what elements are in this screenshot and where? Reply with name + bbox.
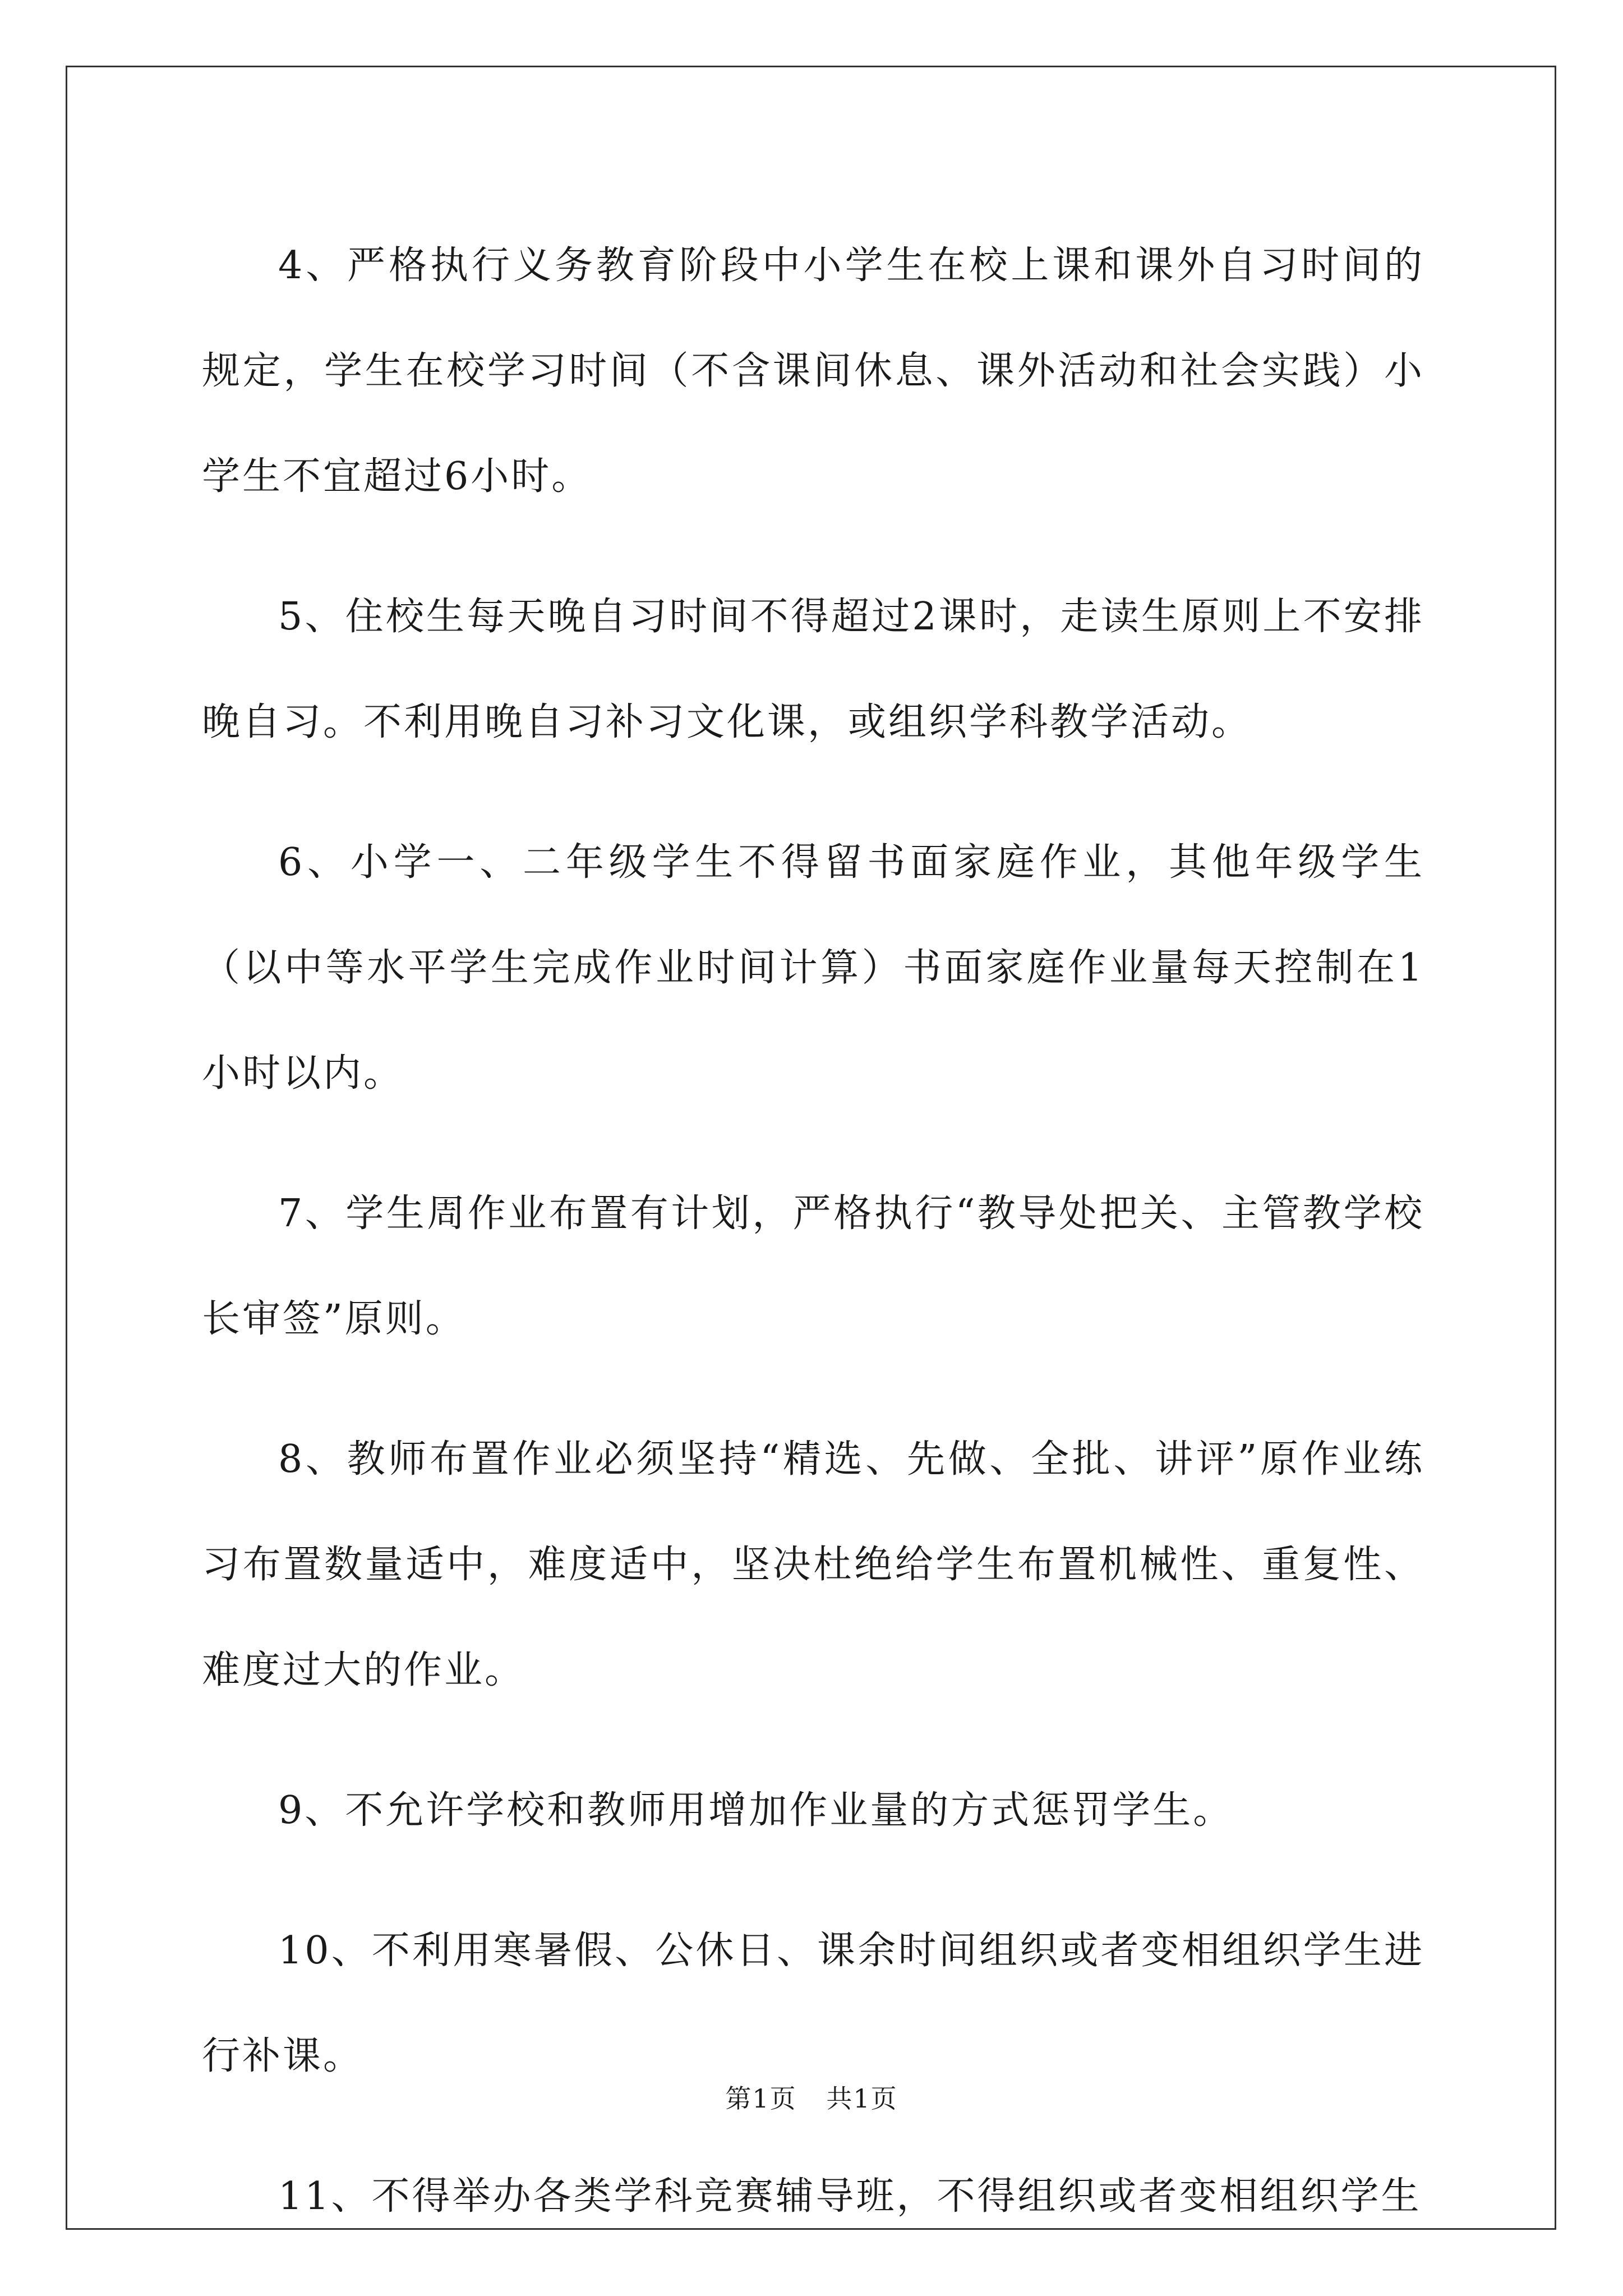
page-footer [0, 2078, 1623, 2115]
paragraph-6: 6、小学一、二年级学生不得留书面家庭作业，其他年级学生（以中等水平学生完成作业时间计算）书面家庭作业量每天控制在1小时以内。 [202, 840, 1424, 1096]
paragraph-7: 7、学生周作业布置有计划，严格执行“教导处把关、主管教学校长审签”原则。 [202, 1191, 1424, 1341]
paragraph-11: 11、不得举办各类学科竞赛辅导班，不得组织或者变相组织学生 [278, 2174, 1422, 2219]
paragraph-9: 9、不允许学校和教师用增加作业量的方式惩罚学生。 [278, 1788, 1234, 1833]
paragraph-8: 8、教师布置作业必须坚持“精选、先做、全批、讲评”原作业练习布置数量适中，难度适中，坚决杜绝给学生布置机械性、重复性、难度过大的作业。 [202, 1437, 1424, 1692]
paragraph-10: 10、不利用寒暑假、公休日、课余时间组织或者变相组织学生进行补课。 [202, 1929, 1424, 2078]
paragraph-5: 5、住校生每天晚自习时间不得超过2课时，走读生原则上不安排晚自习。不利用晚自习补习文化课，或组织学科教学活动。 [202, 595, 1424, 744]
page-number: 第1页 [725, 2083, 797, 2114]
paragraph-4: 4、严格执行义务教育阶段中小学生在校上课和课外自习时间的规定，学生在校学习时间（不含课间休息、课外活动和社会实践）小学生不宜超过6小时。 [202, 243, 1424, 499]
document-body [202, 213, 1424, 2284]
page-total: 共1页 [826, 2083, 898, 2114]
